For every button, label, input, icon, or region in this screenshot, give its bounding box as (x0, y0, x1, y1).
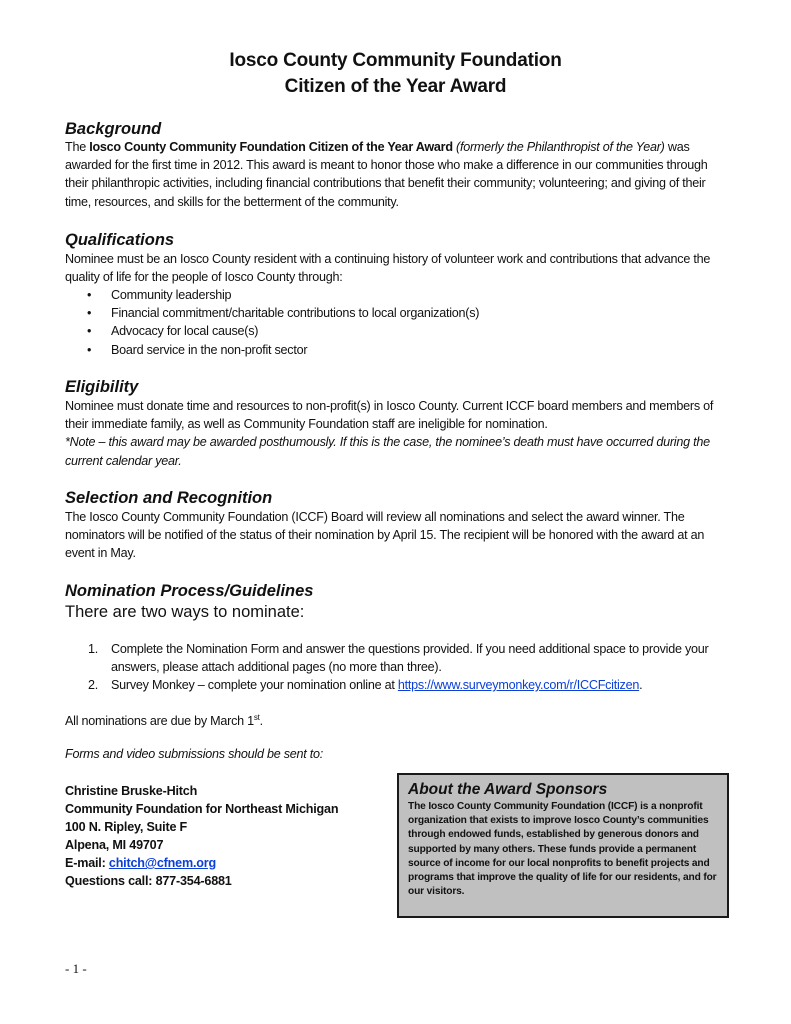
contact-name: Christine Bruske-Hitch (65, 784, 198, 798)
surveymonkey-link[interactable]: https://www.surveymonkey.com/r/ICCFcitizen (397, 678, 640, 693)
contact-org: Community Foundation for Northeast Michigan (65, 802, 339, 816)
contact-phone: Questions call: 877-354-6881 (65, 874, 232, 888)
list-item (65, 676, 731, 694)
sponsors-box (397, 773, 729, 918)
selection-text: The Iosco County Community Foundation (ICCF) Board will review all nominations and select the award winner. The nominators will be notified of the status of their nomination by April 15. The recipient will be honored with the award at an event in May. (65, 510, 705, 561)
eligibility-paragraph (65, 397, 731, 470)
sponsors-heading: About the Award Sponsors (408, 781, 608, 798)
bullet-icon: • (87, 288, 92, 302)
contact-street: 100 N. Ripley, Suite F (65, 820, 188, 834)
background-intro: The (65, 140, 90, 154)
step-number: 2. (88, 678, 99, 693)
step-text: Survey Monkey – complete your nomination online at (111, 678, 398, 693)
list-item-text: Advocacy for local cause(s) (111, 324, 259, 339)
document-title-line1: Iosco County Community Foundation (229, 50, 562, 71)
bullet-icon: • (87, 324, 92, 339)
list-item-text: Board service in the non-profit sector (111, 342, 308, 357)
qualifications-heading: Qualifications (65, 231, 175, 249)
due-date-suffix: st (253, 713, 260, 722)
background-heading: Background (65, 120, 162, 138)
page-number: - 1 - (65, 961, 87, 976)
document-title-line2: Citizen of the Year Award (284, 76, 507, 97)
due-date-end: . (259, 714, 263, 728)
qualifications-text: Nominee must be an Iosco County resident with a continuing history of volunteer work and contributions that advance the quality of life for the people of Iosco County through: (65, 252, 711, 285)
formerly-note: (formerly the Philanthropist of the Year) (456, 140, 665, 154)
selection-heading: Selection and Recognition (65, 489, 273, 507)
nomination-heading: Nomination Process/Guidelines (65, 582, 314, 600)
due-date-text (65, 712, 731, 730)
contact-email-row (65, 854, 338, 872)
background-paragraph (65, 138, 731, 211)
contact-block (65, 782, 338, 890)
background-body: was awarded for the first time in 2012. This award is meant to honor those who make a difference in our communities through their philanthropic activities, including financial contributions that benefit their community; volunteering; and giving of their time, resources, and skills for the betterment of the community. (65, 140, 708, 209)
list-item-text: Community leadership (111, 288, 232, 302)
list-item (65, 322, 479, 340)
bullet-icon: • (87, 306, 92, 321)
list-item (65, 286, 479, 304)
contact-city: Alpena, MI 49707 (65, 838, 164, 852)
eligibility-text: Nominee must donate time and resources to non-profit(s) in Iosco County. Current ICCF board members and members of their immediate family, as well as Community Foundation staff are ineligible for nomination. (65, 399, 714, 432)
email-link[interactable]: chitch@cfnem.org (108, 856, 216, 870)
posthumous-note: *Note – this award may be awarded posthumously. If this is the case, the nominee’s death must have occurred during the current calendar year. (65, 435, 710, 468)
nomination-steps (65, 640, 731, 695)
send-to-label: Forms and video submissions should be sent to: (65, 747, 324, 761)
bullet-icon: • (87, 342, 92, 357)
list-item-text: Financial commitment/charitable contributions to local organization(s) (111, 306, 480, 321)
list-item (65, 640, 731, 676)
qualifications-list (65, 286, 479, 359)
step-text: Complete the Nomination Form and answer the questions provided. If you need additional space to provide your answers, please attach additional pages (no more than three). (111, 642, 709, 675)
eligibility-heading: Eligibility (65, 378, 139, 396)
step-text-end: . (639, 678, 643, 693)
list-item (65, 341, 479, 359)
send-to-text (65, 745, 731, 763)
due-date-label: All nominations are due by March 1 (65, 714, 254, 728)
award-name: Iosco County Community Foundation Citizen of the Year Award (89, 140, 453, 154)
email-label: E-mail: (65, 856, 109, 870)
sponsors-text: The Iosco County Community Foundation (ICCF) is a nonprofit organization that exists to improve Iosco County’s communities through endowed funds, established by generous donors and supported by many others. These funds provide a permanent source of income for our local nonprofits to benefit projects and programs that improve the quality of life for our residents, and for our visitors. (408, 801, 717, 898)
nomination-subheading: There are two ways to nominate: (65, 603, 305, 621)
list-item (65, 304, 479, 322)
step-number: 1. (88, 642, 99, 656)
